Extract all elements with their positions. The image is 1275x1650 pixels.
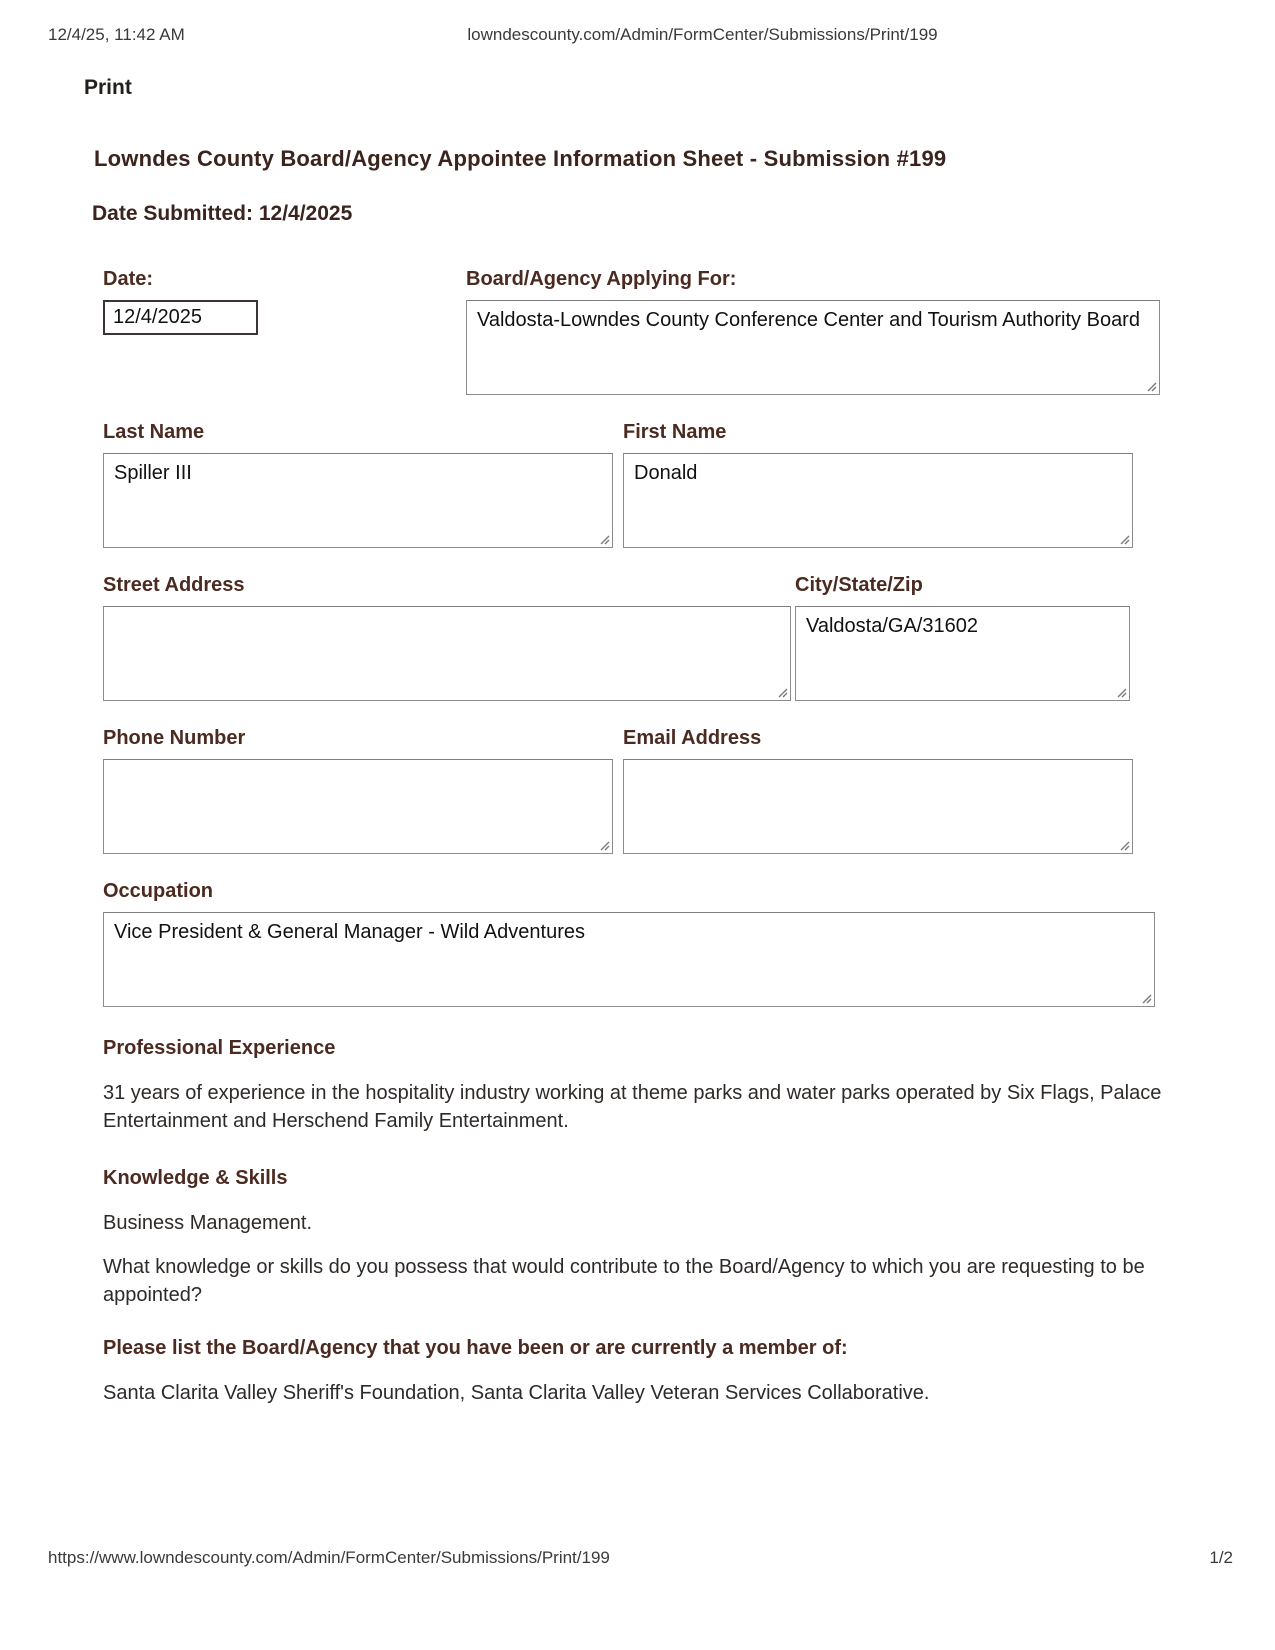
last-name-textarea[interactable] (103, 453, 613, 548)
occupation-value: Vice President & General Manager - Wild Adventures (114, 921, 585, 943)
form-row-address (103, 574, 1155, 701)
occupation-textarea[interactable] (103, 912, 1155, 1007)
resize-grip-icon[interactable] (598, 839, 610, 851)
board-agency-value: Valdosta-Lowndes County Conference Center and Tourism Authority Board (477, 309, 1140, 331)
resize-grip-icon[interactable] (598, 533, 610, 545)
field-phone-number (103, 727, 613, 854)
date-submitted-text: Date Submitted: 12/4/2025 (92, 202, 353, 225)
resize-grip-icon[interactable] (1118, 839, 1130, 851)
first-name-label: First Name (623, 421, 727, 443)
first-name-textarea[interactable] (623, 453, 1133, 548)
email-address-label: Email Address (623, 727, 762, 749)
print-header (48, 25, 1227, 45)
field-date (103, 268, 362, 395)
board-membership-heading: Please list the Board/Agency that you have been or are currently a member of: (103, 1337, 848, 1359)
form-row-date-board (103, 268, 1155, 395)
print-footer (48, 1548, 1233, 1568)
phone-number-textarea[interactable] (103, 759, 613, 854)
form-row-contact (103, 727, 1155, 854)
knowledge-skills-question: What knowledge or skills do you possess that would contribute to the Board/Agency to which you are requesting to be appointed? (103, 1256, 1145, 1306)
print-header-datetime: 12/4/25, 11:42 AM (48, 25, 185, 44)
field-email-address (623, 727, 1133, 854)
street-address-textarea[interactable] (103, 606, 791, 701)
resize-grip-icon[interactable] (1115, 686, 1127, 698)
print-label: Print (84, 76, 132, 99)
board-agency-label: Board/Agency Applying For: (466, 268, 737, 290)
form-row-name (103, 421, 1155, 548)
phone-number-label: Phone Number (103, 727, 246, 749)
submission-form (103, 268, 1155, 1007)
date-value: 12/4/2025 (113, 306, 202, 328)
knowledge-skills-answer: Business Management. (103, 1212, 313, 1234)
city-state-zip-value: Valdosta/GA/31602 (806, 615, 978, 637)
professional-experience-heading: Professional Experience (103, 1037, 336, 1059)
date-label: Date: (103, 268, 154, 290)
board-agency-textarea[interactable] (466, 300, 1160, 395)
professional-experience-text: 31 years of experience in the hospitality industry working at theme parks and water parks operated by Six Flags, Palace Entertainment and Herschend Family Entertainment. (103, 1082, 1162, 1132)
print-footer-url: https://www.lowndescounty.com/Admin/FormCenter/Submissions/Print/199 (48, 1548, 610, 1567)
resize-grip-icon[interactable] (1145, 380, 1157, 392)
resize-grip-icon[interactable] (1140, 992, 1152, 1004)
field-street-address (103, 574, 791, 701)
print-header-url: lowndescounty.com/Admin/FormCenter/Submissions/Print/199 (467, 25, 938, 44)
occupation-label: Occupation (103, 880, 214, 902)
field-first-name (623, 421, 1133, 548)
board-membership-text: Santa Clarita Valley Sheriff's Foundation, Santa Clarita Valley Veteran Services Collaborative. (103, 1382, 930, 1404)
resize-grip-icon[interactable] (776, 686, 788, 698)
field-city-state-zip (795, 574, 1130, 701)
field-board-agency (466, 268, 1160, 395)
page-title: Lowndes County Board/Agency Appointee Information Sheet - Submission #199 (94, 146, 947, 171)
email-address-textarea[interactable] (623, 759, 1133, 854)
field-occupation (103, 880, 1155, 1007)
first-name-value: Donald (634, 462, 698, 484)
city-state-zip-label: City/State/Zip (795, 574, 923, 596)
last-name-value: Spiller III (114, 462, 192, 484)
last-name-label: Last Name (103, 421, 205, 443)
resize-grip-icon[interactable] (1118, 533, 1130, 545)
field-last-name (103, 421, 613, 548)
form-row-occupation (103, 880, 1155, 1007)
date-input[interactable] (103, 300, 258, 335)
city-state-zip-textarea[interactable] (795, 606, 1130, 701)
print-footer-page-number: 1/2 (1209, 1548, 1233, 1567)
knowledge-skills-heading: Knowledge & Skills (103, 1167, 288, 1189)
street-address-label: Street Address (103, 574, 245, 596)
